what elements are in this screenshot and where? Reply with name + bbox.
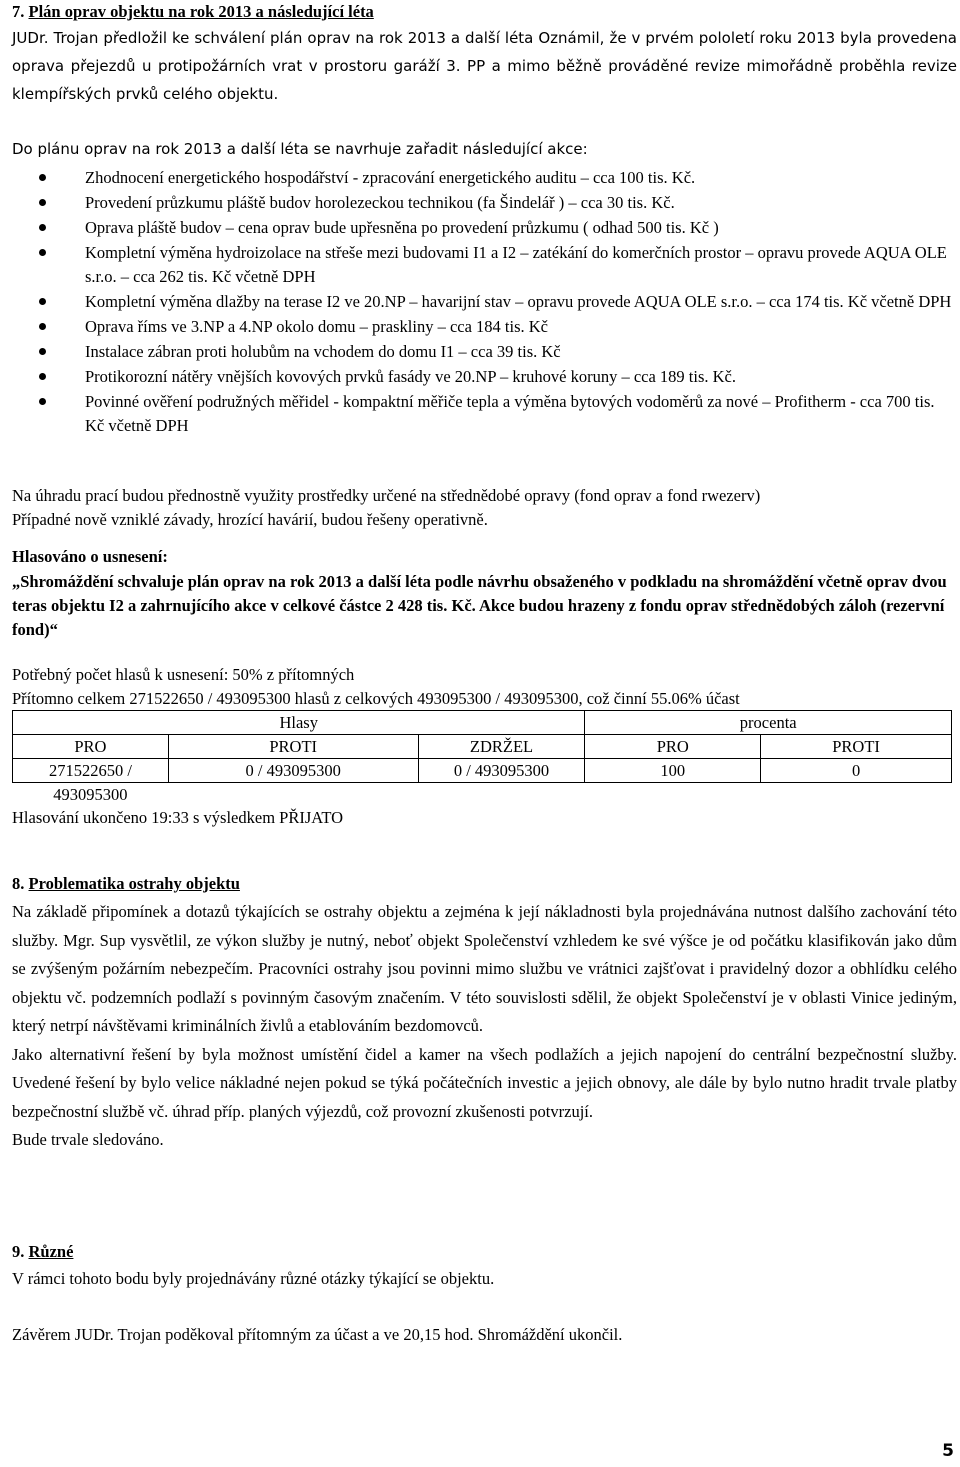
list-item: Oprava říms ve 3.NP a 4.NP okolo domu – praskliny – cca 184 tis. Kč bbox=[12, 315, 957, 339]
present-votes: Přítomno celkem 271522650 / 493095300 hlasů z celkových 493095300 / 493095300, což činní 55.06% účast bbox=[12, 689, 740, 708]
vote-table bbox=[12, 710, 952, 806]
section-9-title: Různé bbox=[28, 1242, 74, 1261]
list-item: Protikorozní nátěry vnějších kovových prvků fasády ve 20.NP – kruhové koruny – cca 189 tis. Kč. bbox=[12, 365, 957, 389]
section-8-paragraph: Bude trvale sledováno. bbox=[12, 1130, 164, 1149]
actions-list bbox=[12, 166, 957, 439]
group-votes-header: Hlasy bbox=[13, 711, 585, 735]
list-item: Kompletní výměna dlažby na terase I2 ve 20.NP – havarijní stav – opravu provede AQUA OLE s.r.o. – cca 174 tis. Kč včetně DPH bbox=[12, 290, 957, 314]
section-9-heading bbox=[12, 1240, 73, 1264]
section-8-number: 8. bbox=[12, 874, 25, 893]
section-7-paragraph: JUDr. Trojan předložil ke schválení plán oprav na rok 2013 a další léta Oznámil, že v prvém pololetí roku 2013 byla provedena oprava přejezdů u protipožárních vrat v prostoru garáží 3. PP a mimo běžně prováděné revize mimořádně proběhla revize klempířských prvků celého objektu. bbox=[12, 29, 957, 103]
section-8-paragraph: Jako alternativní řešení by byla možnost umístění čidel a kamer na všech podlažích a jejich napojení do centrální bezpečnostní služby. Uvedené řešení by bylo velice nákladné nejen pokud se týká počátečních investic a jejich obnovy, ale dále by bylo nutno hradit trvale platby bezpečnostní službě vč. úhrad příp. planých výjezdů, což provozní zkušenosti potvrzují. bbox=[12, 1044, 957, 1121]
list-item: Zhodnocení energetického hospodářství - zpracování energetického auditu – cca 100 tis. Kč. bbox=[12, 166, 957, 190]
section-8-body bbox=[12, 898, 957, 1155]
closing-statement: Závěrem JUDr. Trojan poděkoval přítomným za účast a ve 20,15 hod. Shromáždění ukončil. bbox=[12, 1325, 623, 1344]
proti-votes-cell: 0 / 493095300 bbox=[168, 759, 418, 783]
group-percent-header: procenta bbox=[585, 711, 952, 735]
section-8-heading bbox=[12, 872, 240, 896]
section-9-paragraph: V rámci tohoto bodu byly projednávány různé otázky týkající se objektu. bbox=[12, 1269, 495, 1288]
list-item: Kompletní výměna hydroizolace na střeše mezi budovami I1 a I2 – zatékání do komerčních prostor – opravu provede AQUA OLE s.r.o. – cca 262 tis. Kč včetně DPH bbox=[12, 241, 957, 289]
list-item: Provedení průzkumu pláště budov horolezeckou technikou (fa Šindelář ) – cca 30 tis. Kč. bbox=[12, 191, 957, 215]
list-item: Instalace zábran proti holubům na vchodem do domu I1 – cca 39 tis. Kč bbox=[12, 340, 957, 364]
funding-line: Na úhradu prací budou přednostně využity prostředky určené na střednědobé opravy (fond oprav a fond rwezerv) bbox=[12, 486, 761, 505]
actions-intro: Do plánu oprav na rok 2013 a další léta se navrhuje zařadit následující akce: bbox=[12, 140, 588, 158]
funding-note bbox=[12, 484, 760, 532]
column-header: PRO bbox=[585, 735, 761, 759]
section-9-number: 9. bbox=[12, 1242, 25, 1261]
section-7-number: 7. bbox=[12, 2, 25, 21]
column-header: ZDRŽEL bbox=[418, 735, 585, 759]
column-header: PRO bbox=[13, 735, 169, 759]
section-7-heading bbox=[12, 0, 374, 24]
resolution-text: „Shromáždění schvaluje plán oprav na rok 2013 a další léta podle návrhu obsaženého v podkladu na shromáždění včetně oprav dvou teras objektu I2 a zahrnujícího akce v celkové částce 2 428 tis. Kč. Akce budou hrazeny z fondu oprav střednědobých záloh (rezervní fond)“ bbox=[12, 572, 947, 639]
section-7-title: Plán oprav objektu na rok 2013 a následující léta bbox=[28, 2, 374, 21]
page-number: 5 bbox=[942, 1441, 954, 1461]
vote-label: Hlasováno o usnesení: bbox=[12, 547, 168, 566]
list-item: Oprava pláště budov – cena oprav bude upřesněna po provedení průzkumu ( odhad 500 tis. Kč ) bbox=[12, 216, 957, 240]
proti-percent-cell: 0 bbox=[761, 759, 952, 783]
section-8-title: Problematika ostrahy objektu bbox=[28, 874, 240, 893]
pro-percent-cell: 100 bbox=[585, 759, 761, 783]
zdrzel-votes-cell: 0 / 493095300 bbox=[418, 759, 585, 783]
vote-result: Hlasování ukončeno 19:33 s výsledkem PŘIJATO bbox=[12, 808, 344, 827]
funding-line: Případné nově vzniklé závady, hrozící havárií, budou řešeny operativně. bbox=[12, 510, 488, 529]
pro-votes-cell: 271522650 / bbox=[13, 759, 169, 783]
column-header: PROTI bbox=[168, 735, 418, 759]
pro-votes-cell-continued: 493095300 bbox=[53, 784, 128, 804]
list-item: Povinné ověření podružných měřidel - kompaktní měřiče tepla a výměna bytových vodoměrů za nové – Profitherm - cca 700 tis. Kč včetně DPH bbox=[12, 390, 957, 438]
required-votes: Potřebný počet hlasů k usnesení: 50% z přítomných bbox=[12, 665, 355, 684]
column-header: PROTI bbox=[761, 735, 952, 759]
section-8-paragraph: Na základě připomínek a dotazů týkajících se ostrahy objektu a zejména k její nákladnosti byla projednávána nutnost dalšího zachování této služby. Mgr. Sup vysvětlil, ze výkon služby je nutný, neboť objekt Společenství vzhledem ke své výšce je od počátku klasifikován jako dům se zvýšeným požárním nebezpečím. Pracovníci ostrahy jsou povinni mimo službu ve vrátnici zajšťovat i pravidelný dozor a obhlídku celého objektu vč. podzemních podlaží s povinným časovým značením. V této souvislosti sdělil, že objekt Společenství je v oblasti Vinice jediným, který netrpí návštěvami kriminálních živlů a etablováním bezdomovců. bbox=[12, 902, 957, 1035]
